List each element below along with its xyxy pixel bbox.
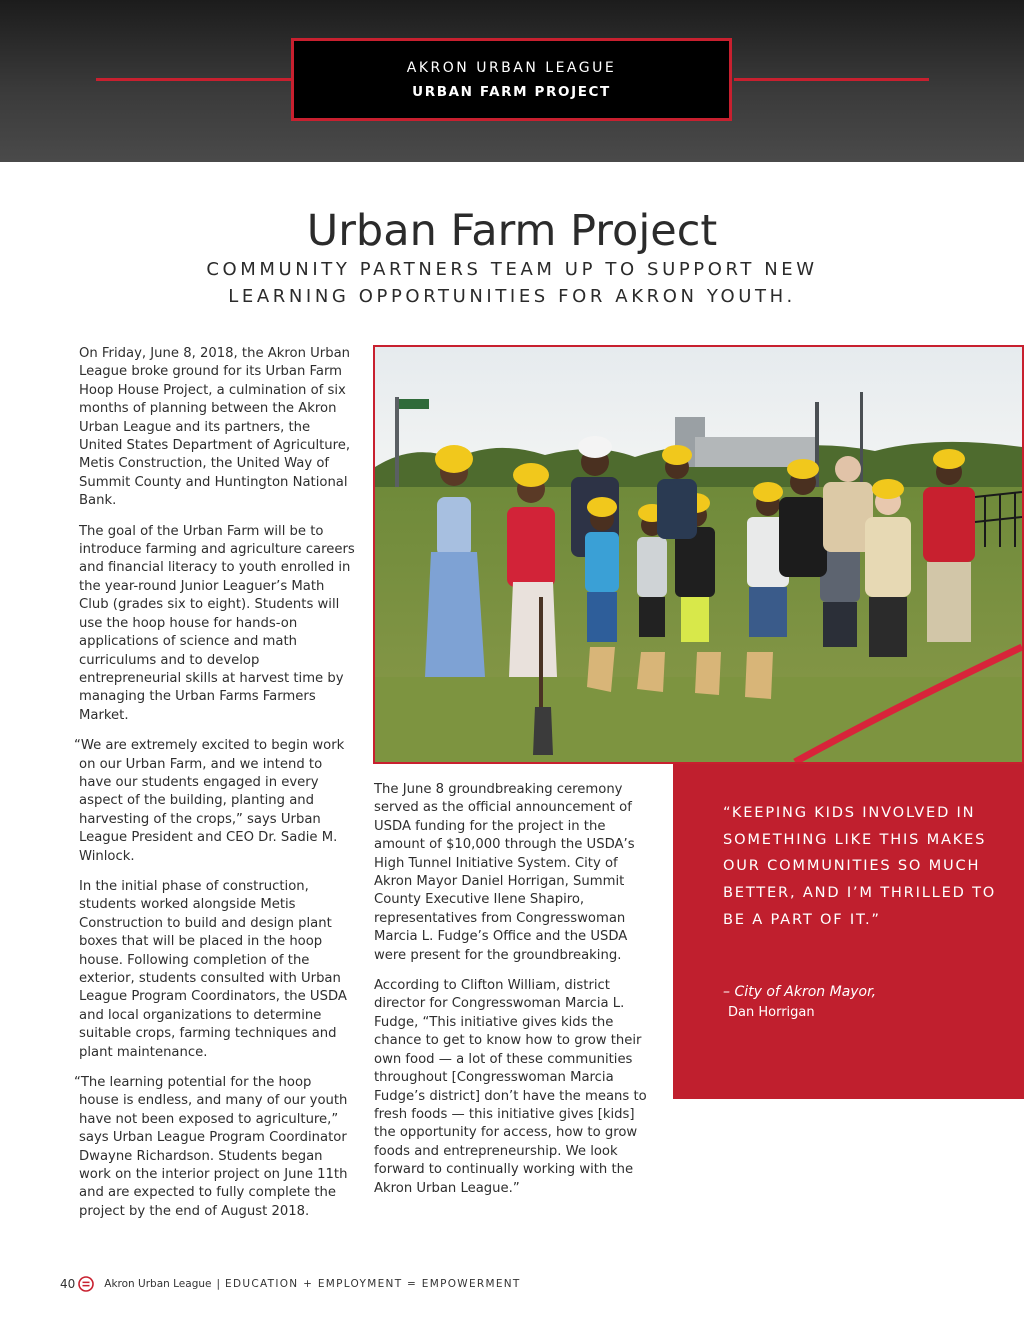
header-rule-left bbox=[96, 78, 292, 81]
pull-quote-name: Dan Horrigan bbox=[728, 1005, 815, 1020]
pull-quote-text: “KEEPING KIDS INVOLVED IN SOMETHING LIKE THIS MAKES OUR COMMUNITIES SO MUCH BETTER, AND I’M THRILLED TO BE A PART OF IT.” bbox=[723, 804, 997, 928]
middle-column bbox=[374, 781, 654, 1210]
header-org-name: AKRON URBAN LEAGUE bbox=[406, 60, 617, 76]
pull-quote-box bbox=[673, 764, 1024, 1099]
paragraph: In the initial phase of construction, students worked alongside Metis Construction to build and design plant boxes that will be placed in the hoop house. Following completion of the exterior, students consulted with Urban League Program Coordinators, the USDA and local organizations to determine suitable crops, farming techniques and plant maintenance. bbox=[79, 878, 347, 1060]
header-title-box bbox=[291, 38, 732, 121]
subtitle-line-1: COMMUNITY PARTNERS TEAM UP TO SUPPORT NEW bbox=[206, 259, 818, 280]
footer-org: Akron Urban League bbox=[104, 1278, 212, 1290]
paragraph: According to Clifton William, district director for Congresswoman Marcia L. Fudge, “This initiative gives kids the chance to get to know how to grow their own food — a lot of these communities throughout [Congresswoman Marcia Fudge’s district] don’t have the means to fresh foods — this initiative gives [kids] the opportunity for access, how to grow foods and entrepreneurship. We look forward to continually working with the Akron Urban League.” bbox=[374, 978, 647, 1196]
left-column bbox=[74, 345, 355, 1233]
pull-quote-attribution: – City of Akron Mayor, bbox=[723, 984, 877, 1000]
header-project-name: URBAN FARM PROJECT bbox=[412, 84, 611, 100]
footer-separator: | bbox=[216, 1278, 221, 1290]
groundbreaking-photo bbox=[373, 345, 1024, 764]
page-number: 40 bbox=[60, 1277, 76, 1291]
paragraph: On Friday, June 8, 2018, the Akron Urban League broke ground for its Urban Farm Hoop House Project, a culmination of six months of planning between the Akron Urban League and its partners, the United States Department of Agriculture, Metis Construction, the United Way of Summit County and Huntington National Bank. bbox=[79, 346, 351, 509]
paragraph: The June 8 groundbreaking ceremony served as the official announcement of USDA funding for the project in the amount of $10,000 through the USDA’s High Tunnel Initiative System. City of Akron Mayor Daniel Horrigan, Summit County Executive Ilene Shapiro, representatives from Congresswoman Marcia L. Fudge’s Office and the USDA were present for the groundbreaking. bbox=[374, 782, 635, 963]
footer-tagline: EDUCATION + EMPLOYMENT = EMPOWERMENT bbox=[225, 1278, 521, 1290]
subtitle-line-2: LEARNING OPPORTUNITIES FOR AKRON YOUTH. bbox=[228, 286, 796, 307]
paragraph: “The learning potential for the hoop house is endless, and many of our youth have not been exposed to agriculture,” says Urban League Program Coordinator Dwayne Richardson. Students began work on the interior project on June 11th and are expected to fully complete the project by the end of August 2018. bbox=[74, 1075, 348, 1219]
header-rule-right bbox=[734, 78, 929, 81]
paragraph: “We are extremely excited to begin work on our Urban Farm, and we intend to have our students engaged in every aspect of the building, planting and harvesting of the crops,” says Urban League President and CEO Dr. Sadie M. Winlock. bbox=[74, 738, 345, 864]
groundbreaking-photo-illustration bbox=[375, 347, 1022, 762]
equals-circle-icon bbox=[78, 1276, 94, 1292]
paragraph: The goal of the Urban Farm will be to introduce farming and agriculture careers and financial literacy to youth enrolled in the year-round Junior Leaguer’s Math Club (grades six to eight). Students will use the hoop house for hands-on applications of science and math curriculums and to develop entrepreneurial skills at harvest time by managing the Urban Farms Farmers Market. bbox=[79, 523, 355, 723]
page-footer bbox=[60, 1276, 521, 1292]
page-subtitle bbox=[150, 256, 874, 310]
page-title: Urban Farm Project bbox=[306, 206, 718, 256]
